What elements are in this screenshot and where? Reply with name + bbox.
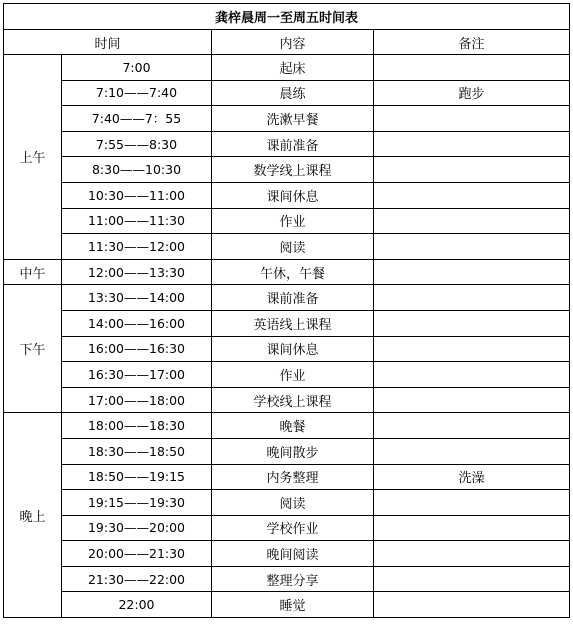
remark-cell [374,387,570,413]
remark-cell [374,310,570,336]
content-cell: 午休，午餐 [212,259,374,285]
time-cell: 14:00——16:00 [62,310,212,336]
time-cell: 18:00——18:30 [62,413,212,439]
table-row [4,362,570,388]
table-title: 龚梓晨周一至周五时间表 [4,4,570,30]
remark-cell [374,182,570,208]
header-time: 时间 [4,30,212,55]
remark-cell [374,285,570,311]
remark-cell: 洗澡 [374,464,570,490]
time-cell: 19:30——20:00 [62,515,212,541]
time-cell: 10:30——11:00 [62,182,212,208]
time-cell: 7:55——8:30 [62,131,212,157]
remark-cell [374,566,570,592]
remark-cell [374,234,570,260]
time-cell: 22:00 [62,592,212,618]
table-row [4,438,570,464]
content-cell: 阅读 [212,234,374,260]
table-row [4,285,570,311]
content-cell: 睡觉 [212,592,374,618]
header-remark: 备注 [374,30,570,55]
content-cell: 数学线上课程 [212,157,374,183]
content-cell: 起床 [212,55,374,81]
content-cell: 作业 [212,362,374,388]
table-row [4,387,570,413]
remark-cell [374,336,570,362]
table-row [4,515,570,541]
schedule-table-body [4,4,570,618]
time-cell: 19:15——19:30 [62,490,212,516]
period-label: 上午 [4,55,62,260]
period-label: 晚上 [4,413,62,618]
remark-cell [374,106,570,132]
content-cell: 晚间阅读 [212,541,374,567]
content-cell: 作业 [212,208,374,234]
title-row [4,4,570,30]
table-row [4,413,570,439]
remark-cell [374,413,570,439]
table-row [4,336,570,362]
table-row [4,234,570,260]
content-cell: 学校线上课程 [212,387,374,413]
content-cell: 晨练 [212,80,374,106]
table-row [4,259,570,285]
header-content: 内容 [212,30,374,55]
time-cell: 7:10——7:40 [62,80,212,106]
remark-cell [374,592,570,618]
table-row [4,80,570,106]
table-row [4,55,570,81]
schedule-table [3,3,570,618]
content-cell: 晚餐 [212,413,374,439]
time-cell: 13:30——14:00 [62,285,212,311]
remark-cell [374,157,570,183]
content-cell: 晚间散步 [212,438,374,464]
table-row [4,566,570,592]
time-cell: 18:30——18:50 [62,438,212,464]
remark-cell [374,131,570,157]
remark-cell [374,490,570,516]
remark-cell [374,541,570,567]
content-cell: 洗漱早餐 [212,106,374,132]
time-cell: 8:30——10:30 [62,157,212,183]
header-row [4,30,570,55]
period-label: 中午 [4,259,62,285]
content-cell: 课间休息 [212,182,374,208]
remark-cell [374,438,570,464]
remark-cell [374,362,570,388]
table-row [4,182,570,208]
time-cell: 17:00——18:00 [62,387,212,413]
table-row [4,157,570,183]
content-cell: 英语线上课程 [212,310,374,336]
content-cell: 整理分享 [212,566,374,592]
table-row [4,592,570,618]
content-cell: 课前准备 [212,131,374,157]
period-label: 下午 [4,285,62,413]
time-cell: 11:30——12:00 [62,234,212,260]
schedule-sheet [3,3,570,618]
remark-cell [374,208,570,234]
time-cell: 12:00——13:30 [62,259,212,285]
remark-cell: 跑步 [374,80,570,106]
time-cell: 7:40——7：55 [62,106,212,132]
table-row [4,541,570,567]
time-cell: 11:00——11:30 [62,208,212,234]
table-row [4,208,570,234]
table-row [4,310,570,336]
table-row [4,464,570,490]
remark-cell [374,55,570,81]
time-cell: 16:00——16:30 [62,336,212,362]
time-cell: 16:30——17:00 [62,362,212,388]
content-cell: 内务整理 [212,464,374,490]
content-cell: 学校作业 [212,515,374,541]
content-cell: 课前准备 [212,285,374,311]
content-cell: 阅读 [212,490,374,516]
time-cell: 7:00 [62,55,212,81]
time-cell: 20:00——21:30 [62,541,212,567]
table-row [4,131,570,157]
table-row [4,490,570,516]
time-cell: 21:30——22:00 [62,566,212,592]
remark-cell [374,515,570,541]
content-cell: 课间休息 [212,336,374,362]
time-cell: 18:50——19:15 [62,464,212,490]
table-row [4,106,570,132]
remark-cell [374,259,570,285]
